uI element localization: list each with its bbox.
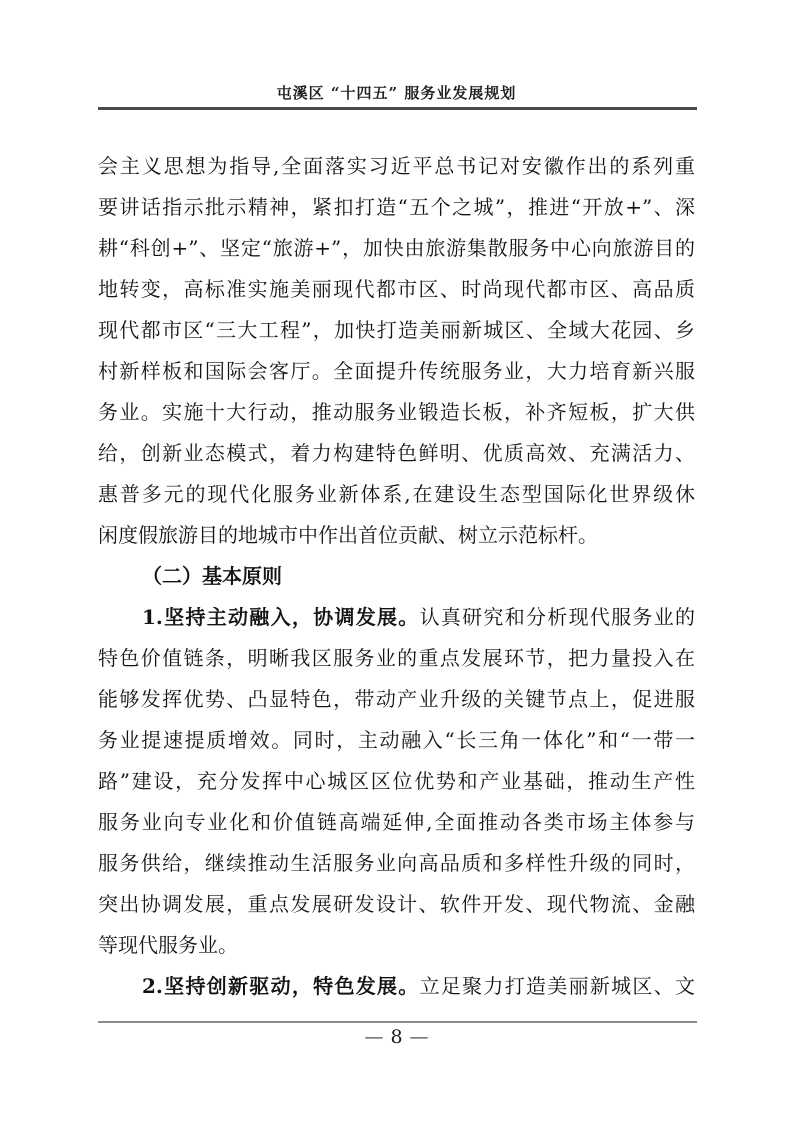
body-text: 服务供给，继续推动生活服务业向高品质和多样性升级的同时，: [98, 851, 695, 875]
body-line: [98, 228, 695, 269]
body-line: [98, 966, 695, 1007]
body-line: [98, 392, 695, 433]
body-text: 立足聚力打造美丽新城区、文: [419, 974, 695, 998]
body-text: 突出协调发展，重点发展研发设计、软件开发、现代物流、金融: [98, 892, 695, 916]
body-text: 务业提速提质增效。同时，主动融入“长三角一体化”和“一带一: [98, 728, 695, 752]
body-text: 认真研究和分析现代服务业的: [419, 605, 695, 629]
body-line: [98, 843, 695, 884]
body-text-bold: （二）基本原则: [142, 564, 282, 588]
body-line: [98, 269, 695, 310]
body-line: [98, 925, 695, 966]
body-line: [98, 474, 695, 515]
body-text: 给，创新业态模式，着力构建特色鲜明、优质高效、充满活力、: [98, 441, 695, 465]
body-text: 闲度假旅游目的地城市中作出首位贡献、树立示范标杆。: [98, 523, 598, 547]
body-line: [98, 597, 695, 638]
page-number: 8: [390, 1026, 403, 1048]
body-text: 要讲话指示批示精神，紧扣打造“五个之城”，推进“开放+”、深: [98, 195, 695, 219]
body-text-bold: 2.坚持创新驱动，特色发展。: [142, 974, 420, 998]
footer-page-number: [0, 1026, 793, 1048]
body-text: 特色价值链条，明晰我区服务业的重点发展环节，把力量投入在: [98, 646, 695, 670]
body-text: 路”建设，充分发挥中心城区区位优势和产业基础，推动生产性: [98, 769, 695, 793]
body-text: 现代都市区“三大工程”，加快打造美丽新城区、全域大花园、乡: [98, 318, 695, 342]
header-rule: [98, 107, 697, 110]
body-text: 能够发挥优势、凸显特色，带动产业升级的关键节点上，促进服: [98, 687, 695, 711]
body-text: 地转变，高标准实施美丽现代都市区、时尚现代都市区、高品质: [98, 277, 695, 301]
body-line: [98, 638, 695, 679]
body-line: [98, 679, 695, 720]
footer-rule: [98, 1021, 697, 1023]
body-text-bold: 1.坚持主动融入，协调发展。: [142, 605, 420, 629]
body-line: [98, 433, 695, 474]
body-line: [98, 720, 695, 761]
body-line: [98, 310, 695, 351]
page-number-left-dash: —: [364, 1026, 384, 1048]
body-line: [98, 351, 695, 392]
body-text: 会主义思想为指导,全面落实习近平总书记对安徽作出的系列重: [98, 154, 695, 178]
body-text: 耕“科创+”、坚定“旅游+”，加快由旅游集散服务中心向旅游目的: [98, 236, 695, 260]
body-line: [98, 515, 695, 556]
document-body: [98, 146, 695, 1007]
body-text: 村新样板和国际会客厅。全面提升传统服务业，大力培育新兴服: [98, 359, 695, 383]
body-text: 务业。实施十大行动，推动服务业锻造长板，补齐短板，扩大供: [98, 400, 695, 424]
body-line: [98, 802, 695, 843]
page-number-right-dash: —: [409, 1026, 429, 1048]
body-text: 等现代服务业。: [98, 933, 238, 957]
body-text: 服务业向专业化和价值链高端延伸,全面推动各类市场主体参与: [98, 810, 695, 834]
body-line: [98, 187, 695, 228]
body-line: [98, 884, 695, 925]
header-title: 屯溪区 “十四五” 服务业发展规划: [276, 84, 517, 102]
body-line: [98, 556, 695, 597]
body-line: [98, 761, 695, 802]
body-text: 惠普多元的现代化服务业新体系,在建设生态型国际化世界级休: [98, 482, 695, 506]
body-line: [98, 146, 695, 187]
